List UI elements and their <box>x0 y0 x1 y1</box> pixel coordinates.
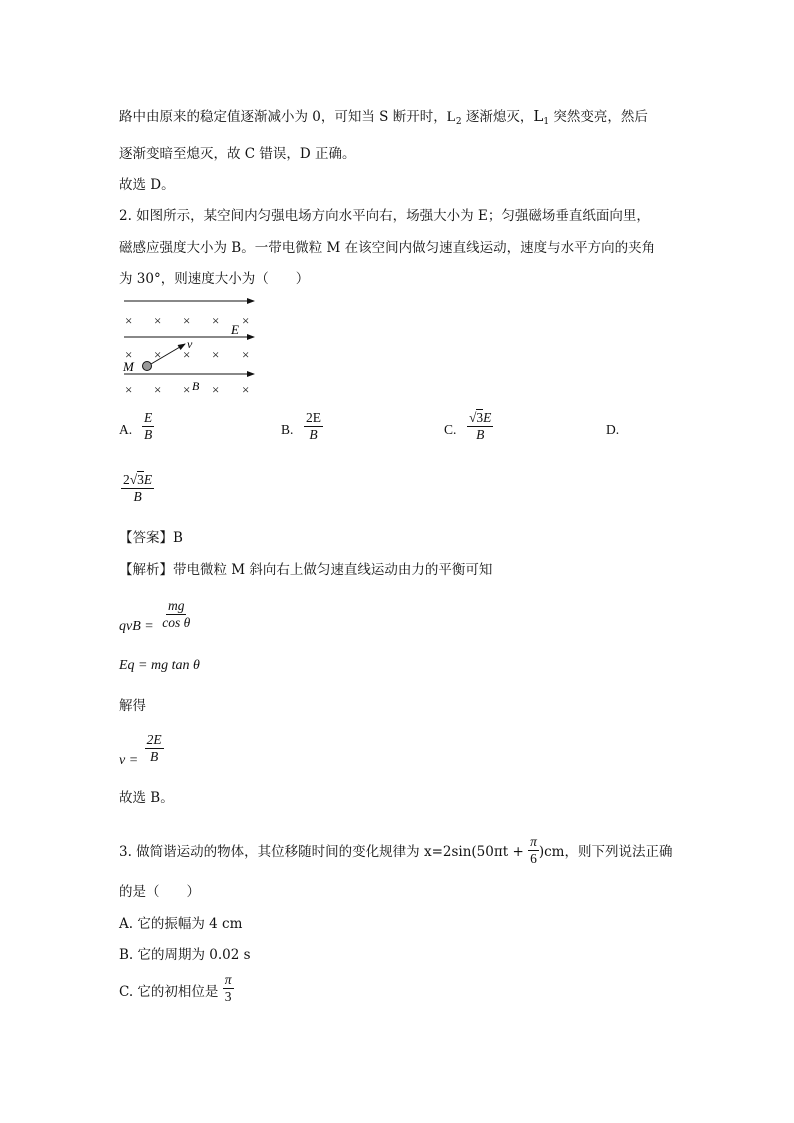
q3-option-C <box>119 972 234 1009</box>
option-A-num: E <box>144 410 153 425</box>
cross-mark: × <box>125 313 133 328</box>
cross-mark: × <box>154 347 162 362</box>
label-B: B <box>192 379 200 393</box>
prev-line-1-text-b: 逐渐熄灭， <box>461 109 534 125</box>
option-A-den: B <box>144 427 153 442</box>
cross-mark: × <box>242 313 250 328</box>
option-C-den: B <box>476 427 485 442</box>
eq1-den: cos θ <box>162 615 191 630</box>
label-v: v <box>187 337 193 351</box>
q3-line-1 <box>119 836 672 869</box>
option-A <box>119 410 179 450</box>
q3-line-1-b: )cm，则下列说法正确 <box>538 844 673 860</box>
option-C-E: E <box>483 410 492 425</box>
eq3-fraction <box>145 732 164 765</box>
eq3-lhs: v = <box>119 752 139 768</box>
q3-option-C-den: 3 <box>224 989 232 1004</box>
cross-mark: × <box>125 382 133 397</box>
option-A-fraction <box>142 410 154 443</box>
cross-mark: × <box>212 347 220 362</box>
option-D-fraction-wrap <box>121 472 154 505</box>
equation-3 <box>119 732 164 768</box>
field-diagram <box>118 292 263 400</box>
cross-mark: × <box>212 313 220 328</box>
equation-1 <box>119 598 192 634</box>
cross-mark: × <box>125 347 133 362</box>
q2-line-3: 为 30°，则速度大小为（ ） <box>119 271 310 287</box>
prev-line-1-text-c: 突然变亮，然后 <box>549 109 648 125</box>
option-D-den: B <box>133 489 142 504</box>
option-B-fraction <box>304 410 323 443</box>
option-D-coef: 2 <box>123 472 130 487</box>
prev-line-1 <box>119 106 648 132</box>
q2-line-1: 2. 如图所示，某空间内匀强电场方向水平向右，场强大小为 E；匀强磁场垂直纸面向里， <box>119 208 650 224</box>
q3-option-B: B. 它的周期为 0.02 s <box>119 947 251 963</box>
q3-phase-num: π <box>530 834 537 849</box>
q3-phase-fraction <box>528 834 539 867</box>
option-C-root: 3 <box>476 410 484 425</box>
q3-phase-den: 6 <box>530 851 537 866</box>
option-B-den: B <box>309 427 318 442</box>
cross-mark: × <box>183 382 191 397</box>
cross-mark: × <box>183 347 191 362</box>
q3-option-C-text: C. 它的初相位是 <box>119 984 219 1000</box>
label-E: E <box>231 322 239 337</box>
l1-sub: 1 <box>543 117 550 127</box>
eq3-den: B <box>150 749 159 764</box>
prev-line-1-text-a: 路中由原来的稳定值逐渐减小为 0，可知当 S 断开时， <box>119 109 447 125</box>
option-D-label-wrap <box>606 422 619 438</box>
eq1-lhs: qvB = <box>119 618 154 634</box>
option-B-num: 2E <box>306 410 321 425</box>
l2-letter: L <box>446 109 456 125</box>
q3-line-2: 的是（ ） <box>119 884 200 900</box>
option-D-label: D. <box>606 422 620 437</box>
q2-conclusion: 故选 B。 <box>119 790 174 806</box>
option-D-E: E <box>143 472 153 487</box>
q3-line-1-a: 3. 做简谐运动的物体，其位移随时间的变化规律为 x=2sin(50πt + <box>119 844 524 860</box>
option-C-label: C. <box>444 422 457 437</box>
l2-sub: 2 <box>455 117 462 127</box>
option-D-fraction <box>121 472 154 505</box>
q2-analysis <box>119 560 492 580</box>
analysis-text: 带电微粒 M 斜向右上做匀速直线运动由力的平衡可知 <box>173 562 493 578</box>
option-C-num: √3E <box>469 410 492 425</box>
option-D-num: 2√3E <box>123 472 153 487</box>
cross-mark: × <box>154 313 162 328</box>
option-A-label: A. <box>119 422 133 437</box>
solve-label: 解得 <box>119 698 146 714</box>
cross-mark: × <box>212 382 220 397</box>
q2-line-2: 磁感应强度大小为 B。一带电微粒 M 在该空间内做匀速直线运动，速度与水平方向的夹角 <box>119 240 656 256</box>
option-C-fraction <box>467 410 493 443</box>
eq1-num: mg <box>167 598 185 613</box>
cross-mark: × <box>183 313 191 328</box>
prev-line-3: 故选 D。 <box>119 177 175 193</box>
cross-mark: × <box>242 347 250 362</box>
q3-option-A: A. 它的振幅为 4 cm <box>119 916 243 932</box>
q3-option-C-fraction <box>223 972 234 1005</box>
label-M: M <box>123 359 134 374</box>
l1-letter: L <box>533 107 544 125</box>
cross-mark: × <box>154 382 162 397</box>
option-D-root: 3 <box>137 472 144 487</box>
particle-M <box>143 362 152 371</box>
option-C <box>444 410 514 450</box>
q3-option-C-num: π <box>224 972 232 987</box>
prev-line-2: 逐渐变暗至熄灭，故 C 错误，D 正确。 <box>119 146 356 162</box>
eq1-fraction <box>160 598 192 631</box>
q2-answer: 【答案】B <box>119 530 183 546</box>
eq3-num: 2E <box>146 732 162 747</box>
option-B <box>281 410 341 450</box>
equation-2: Eq = mg tan θ <box>119 658 200 673</box>
option-B-label: B. <box>281 422 294 437</box>
cross-mark: × <box>242 382 250 397</box>
analysis-tag: 【解析】 <box>119 562 173 578</box>
